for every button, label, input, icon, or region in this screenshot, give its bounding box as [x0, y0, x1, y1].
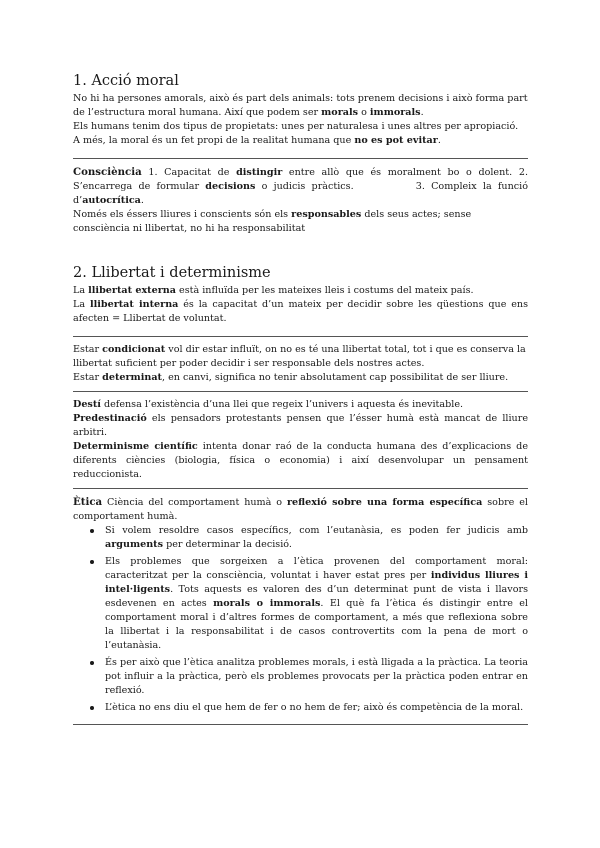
bold-text: individus lliures i intel·ligents — [105, 570, 528, 595]
bold-text: morals o immorals — [213, 598, 321, 609]
bold-text: no es pot evitar — [354, 135, 438, 146]
text: L’ètica no ens diu el que hem de fer o no hem de fer; això és competència de la moral. — [105, 702, 524, 713]
list-item — [105, 701, 528, 715]
text: o judicis pràctics. 3. Compleix la funció d’ — [73, 181, 532, 206]
section-1-paragraph-3 — [73, 134, 528, 148]
desti-paragraph — [73, 398, 528, 412]
consciencia-paragraph — [73, 165, 532, 208]
llibertat-interna-paragraph — [73, 298, 528, 326]
text: és la capacitat d’un mateix per decidir sobre les qüestions que ens afecten = Llibertat de voluntat. — [73, 299, 529, 324]
text: , en canvi, significa no tenir absolutament cap possibilitat de ser lliure. — [161, 372, 509, 383]
text: està influïda per les mateixes lleis i costums del mateix país. — [175, 285, 474, 296]
determinat-paragraph — [73, 371, 528, 385]
term-etica: Ètica — [73, 496, 103, 508]
section-2-title: 2. Llibertat i determinisme — [73, 265, 271, 281]
section-1-paragraph-2: Els humans tenim dos tipus de propietats: unes per naturalesa i unes altres per apropiació. — [73, 121, 519, 132]
divider — [73, 724, 528, 725]
etica-bullet-list — [73, 524, 528, 715]
determinisme-paragraph — [73, 440, 528, 482]
text: A més, la moral és un fet propi de la realitat humana que — [73, 135, 355, 146]
text: . — [420, 107, 424, 118]
text: dels seus actes; sense consciència ni llibertat, no hi ha responsabilitat — [73, 209, 472, 234]
bold-text: autocrítica — [82, 195, 141, 206]
text: Els problemes que sorgeixen a l’ètica provenen del comportament moral: caracteritzat per la consciència, voluntat i haver estat pres per — [105, 556, 528, 581]
section-1-title: 1. Acció moral — [73, 73, 179, 89]
list-item — [105, 524, 528, 552]
text: . — [140, 195, 144, 206]
text: . Tots aquests es valoren des d’un determinat punt de vista i llavors esdevenen en actes — [105, 584, 528, 609]
bold-text: Determinisme científic — [73, 441, 198, 452]
text: La — [73, 299, 90, 310]
bold-text: distingir — [236, 167, 283, 178]
bold-text: reflexió sobre una forma específica — [286, 497, 483, 508]
bold-text: responsables — [291, 209, 362, 220]
text: intenta donar raó de la conducta humana des d’explicacions de diferents ciències (biologia, física o economia) i així desenvolupar un pensament reduccionista. — [73, 441, 528, 480]
bold-text: Destí — [73, 399, 101, 410]
text: vol dir estar influït, on no es té una llibertat total, tot i que es conserva la llibertat suficient per poder decidir i ser responsable dels nostres actes. — [73, 344, 526, 369]
text: . El què fa l’ètica és distingir entre el comportament moral i d’altres formes de comportament, a més que reflexiona sobre la llibertat i la responsabilitat i de casos controvertits com la pena de mort o l’eutanàsia. — [105, 598, 529, 651]
text: Només els éssers lliures i conscients són els — [73, 209, 292, 220]
text: La — [73, 285, 89, 296]
text: sobre el comportament humà. — [73, 497, 528, 522]
text: 1. Capacitat de — [141, 167, 237, 178]
list-item — [105, 555, 528, 653]
text: defensa l’existència d’una llei que regeix l’univers i aquesta és inevitable. — [100, 399, 464, 410]
section-1-paragraph-1 — [73, 92, 528, 120]
text: Estar — [73, 372, 103, 383]
llibertat-externa-paragraph — [73, 284, 528, 298]
text: . — [437, 135, 441, 146]
bold-text: decisions — [205, 181, 256, 192]
text: És per això que l’ètica analitza problemes morals, i està lligada a la pràctica. La teoria pot influir a la pràctica, però els problemes provocats per la pràctica poden entrar en reflexió. — [105, 657, 528, 696]
bold-text: llibertat externa — [88, 285, 176, 296]
text: No hi ha persones amorals, això és part dels animals: tots prenem decisions i això forma part de l’estructura moral humana. Així que podem ser — [73, 93, 528, 118]
term-consciencia: Consciència — [73, 166, 142, 178]
text: o — [358, 107, 370, 118]
condicionat-paragraph — [73, 343, 528, 371]
bold-text: immorals — [369, 107, 421, 118]
document-content — [73, 72, 532, 725]
predestinacio-paragraph — [73, 412, 528, 440]
bold-text: condicionat — [102, 344, 166, 355]
responsabilitat-paragraph — [73, 208, 528, 236]
etica-paragraph — [73, 495, 528, 524]
text: per determinar la decisió. — [163, 539, 292, 550]
text: Estar — [73, 344, 103, 355]
bold-text: determinat — [102, 372, 162, 383]
bold-text: morals — [321, 107, 359, 118]
text: Ciència del comportament humà o — [102, 497, 287, 508]
text: els pensadors protestants pensen que l’ésser humà està mancat de lliure arbitri. — [73, 413, 528, 438]
text: Si volem resoldre casos específics, com l’eutanàsia, es poden fer judicis amb — [105, 525, 528, 536]
list-item — [105, 656, 528, 698]
text: entre allò que és moralment bo o dolent. 2. S’encarrega de formular — [73, 167, 528, 192]
bold-text: Predestinació — [73, 413, 147, 424]
bold-text: llibertat interna — [89, 299, 179, 310]
bold-text: arguments — [105, 539, 164, 550]
